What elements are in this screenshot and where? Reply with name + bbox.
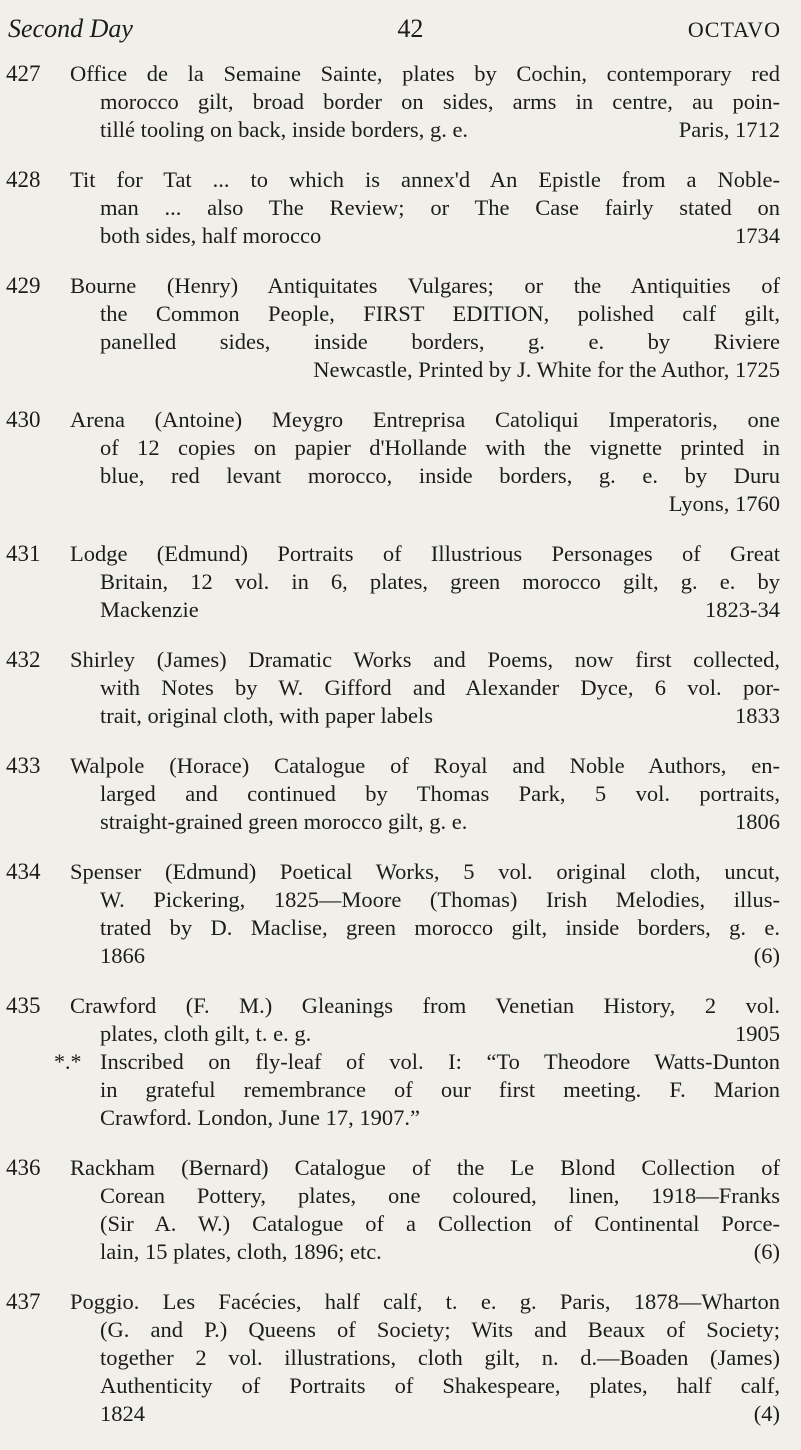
note-line: Crawford. London, June 17, 1907.” bbox=[100, 1105, 420, 1130]
description-line: Authenticity of Portraits of Shakespeare, plates, half calf, bbox=[100, 1373, 780, 1398]
description-line: Arena (Antoine) Meygro Entreprisa Catoliqui Imperatoris, one bbox=[70, 407, 780, 432]
description-text: trait, original cloth, with paper labels bbox=[100, 703, 434, 728]
entry-description bbox=[70, 752, 780, 836]
description-line: larged and continued by Thomas Park, 5 vol. portraits, bbox=[100, 781, 780, 806]
lot-number: 429 bbox=[6, 273, 41, 298]
lot-number: 434 bbox=[6, 859, 41, 884]
header-section: Second Day bbox=[8, 14, 133, 43]
description-line: W. Pickering, 1825—Moore (Thomas) Irish Melodies, illus- bbox=[100, 887, 780, 912]
imprint: 1905 bbox=[735, 1021, 780, 1046]
description-line-last bbox=[70, 596, 780, 624]
page-header bbox=[8, 14, 781, 50]
description-line: Spenser (Edmund) Poetical Works, 5 vol. original cloth, uncut, bbox=[70, 859, 780, 884]
description-line: Lodge (Edmund) Portraits of Illustrious Personages of Great bbox=[70, 541, 780, 566]
description-line-last bbox=[70, 1400, 780, 1428]
description-line: Corean Pottery, plates, one coloured, linen, 1918—Franks bbox=[100, 1183, 780, 1208]
catalogue-entry bbox=[0, 406, 801, 518]
imprint: (6) bbox=[753, 1239, 780, 1264]
lot-number: 431 bbox=[6, 541, 41, 566]
imprint: 1833 bbox=[735, 703, 780, 728]
entry-description bbox=[70, 166, 780, 250]
description-text: straight-grained green morocco gilt, g. e. bbox=[100, 809, 468, 834]
imprint: (6) bbox=[753, 943, 780, 968]
catalogue-entry bbox=[0, 1154, 801, 1266]
description-line-last bbox=[70, 116, 780, 144]
entry-description bbox=[70, 1154, 780, 1266]
entry-description bbox=[70, 60, 780, 144]
catalogue-entry bbox=[0, 992, 801, 1132]
description-line: morocco gilt, broad border on sides, arms in centre, au poin- bbox=[100, 89, 780, 114]
description-line-last bbox=[70, 702, 780, 730]
catalogue-entry bbox=[0, 60, 801, 144]
description-line: man ... also The Review; or The Case fairly stated on bbox=[100, 195, 780, 220]
description-line-last bbox=[70, 1020, 780, 1048]
description-line: Rackham (Bernard) Catalogue of the Le Blond Collection of bbox=[70, 1155, 780, 1180]
description-line: panelled sides, inside borders, g. e. by Riviere bbox=[100, 329, 780, 354]
catalogue-entry bbox=[0, 646, 801, 730]
entry-description bbox=[70, 272, 780, 384]
imprint: (4) bbox=[753, 1401, 780, 1426]
description-line: together 2 vol. illustrations, cloth gilt, n. d.—Boaden (James) bbox=[100, 1345, 780, 1370]
imprint: 1806 bbox=[735, 809, 780, 834]
entry-description bbox=[70, 646, 780, 730]
imprint: 1823-34 bbox=[705, 597, 780, 622]
description-text: lain, 15 plates, cloth, 1896; etc. bbox=[100, 1239, 382, 1264]
asterism: *.* bbox=[54, 1049, 82, 1074]
description-text: 1824 bbox=[100, 1401, 145, 1426]
imprint: 1734 bbox=[735, 223, 780, 248]
note-text bbox=[100, 1048, 780, 1132]
description-line: Shirley (James) Dramatic Works and Poems, now first collected, bbox=[70, 647, 780, 672]
description-line: the Common People, FIRST EDITION, polished calf gilt, bbox=[100, 301, 780, 326]
lot-number: 427 bbox=[6, 61, 41, 86]
description-line: Poggio. Les Facécies, half calf, t. e. g. Paris, 1878—Wharton bbox=[70, 1289, 780, 1314]
imprint: Paris, 1712 bbox=[678, 117, 780, 142]
entry-description bbox=[54, 992, 780, 1132]
lot-number: 432 bbox=[6, 647, 41, 672]
catalogue-entry bbox=[0, 272, 801, 384]
header-format: OCTAVO bbox=[687, 17, 781, 42]
description-line: (G. and P.) Queens of Society; Wits and Beaux of Society; bbox=[100, 1317, 780, 1342]
description-text: plates, cloth gilt, t. e. g. bbox=[100, 1021, 312, 1046]
lot-number: 433 bbox=[6, 753, 41, 778]
description-line: trated by D. Maclise, green morocco gilt, inside borders, g. e. bbox=[100, 915, 780, 940]
entry-description bbox=[70, 858, 780, 970]
catalogue-entry bbox=[0, 540, 801, 624]
lot-number: 428 bbox=[6, 167, 41, 192]
catalogue-entry bbox=[0, 1288, 801, 1428]
entry-description bbox=[70, 540, 780, 624]
description-line: (Sir A. W.) Catalogue of a Collection of Continental Porce- bbox=[100, 1211, 780, 1236]
description-line-last bbox=[70, 1238, 780, 1266]
imprint: Newcastle, Printed by J. White for the Author, 1725 bbox=[313, 357, 780, 382]
note-line: Inscribed on fly-leaf of vol. I: “To Theodore Watts-Dunton bbox=[100, 1049, 780, 1074]
description-line: Office de la Semaine Sainte, plates by Cochin, contemporary red bbox=[70, 61, 780, 86]
description-line: blue, red levant morocco, inside borders, g. e. by Duru bbox=[100, 463, 780, 488]
imprint: Lyons, 1760 bbox=[668, 491, 780, 516]
description-text: Mackenzie bbox=[100, 597, 199, 622]
description-line: Walpole (Horace) Catalogue of Royal and Noble Authors, en- bbox=[70, 753, 780, 778]
description-line: Crawford (F. M.) Gleanings from Venetian History, 2 vol. bbox=[70, 993, 780, 1018]
description-line: with Notes by W. Gifford and Alexander Dyce, 6 vol. por- bbox=[100, 675, 780, 700]
inscription-note bbox=[54, 1048, 780, 1132]
description-line: Tit for Tat ... to which is annex'd An Epistle from a Noble- bbox=[70, 167, 780, 192]
lot-number: 437 bbox=[6, 1289, 41, 1314]
catalogue-entry bbox=[0, 858, 801, 970]
entry-description bbox=[70, 406, 780, 518]
description-text: both sides, half morocco bbox=[100, 223, 322, 248]
entry-description bbox=[70, 1288, 780, 1428]
description-text: 1866 bbox=[100, 943, 145, 968]
note-line: in grateful remembrance of our first meeting. F. Marion bbox=[100, 1077, 780, 1102]
description-line-last bbox=[70, 356, 780, 384]
lot-number: 430 bbox=[6, 407, 41, 432]
catalogue-entry bbox=[0, 166, 801, 250]
description-line-last bbox=[70, 942, 780, 970]
description-line-last bbox=[70, 222, 780, 250]
description-line: Bourne (Henry) Antiquitates Vulgares; or the Antiquities of bbox=[70, 273, 780, 298]
description-line-last bbox=[70, 808, 780, 836]
description-line: of 12 copies on papier d'Hollande with the vignette printed in bbox=[100, 435, 780, 460]
description-text: tillé tooling on back, inside borders, g. e. bbox=[100, 117, 469, 142]
entry-list bbox=[0, 60, 801, 1450]
lot-number: 436 bbox=[6, 1155, 41, 1180]
page-number: 42 bbox=[397, 14, 424, 43]
lot-number: 435 bbox=[6, 993, 41, 1018]
description-line-last bbox=[70, 490, 780, 518]
catalogue-entry bbox=[0, 752, 801, 836]
description-line: Britain, 12 vol. in 6, plates, green morocco gilt, g. e. by bbox=[100, 569, 780, 594]
